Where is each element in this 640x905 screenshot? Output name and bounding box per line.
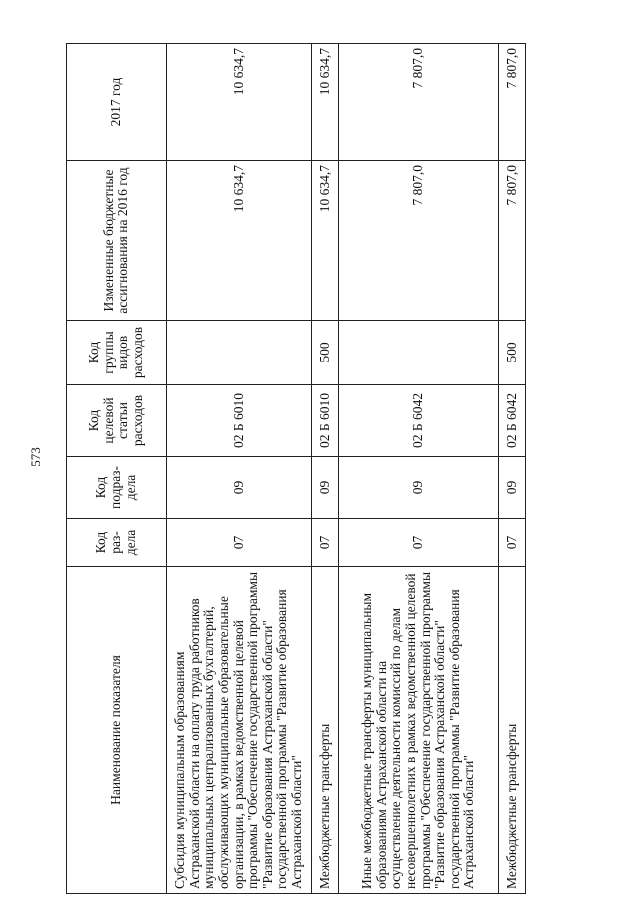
page-number: 573 bbox=[27, 447, 43, 467]
row-2017: 7 807,0 bbox=[498, 44, 525, 161]
row-name: Субсидия муниципальным образованиям Астраханской области на оплату труда работников муниципальных централизованных бухгалтерий, обслуживающих муниципальные образовательные организации, в рамках ведомственной целевой программы "Обеспечение государственной программы "Развитие образования Астраханской области" государственной программы "Развитие образования Астраханской области" bbox=[166, 567, 311, 894]
row-2017: 7 807,0 bbox=[339, 44, 499, 161]
header-subsection: Код подраз-дела bbox=[67, 457, 167, 519]
header-group: Код группы видов расходов bbox=[67, 321, 167, 385]
table-row bbox=[312, 44, 339, 894]
row-section: 07 bbox=[339, 519, 499, 567]
row-name: Иные межбюджетные трансферты муниципальным образованиям Астраханской области на осуществление деятельности комиссий по делам несовершеннолетних в рамках ведомственной целевой программы "Обеспечение государственной программы "Развитие образования Астраханской области" государственной программы "Развитие образования Астраханской области" bbox=[339, 567, 499, 894]
row-group: 500 bbox=[498, 321, 525, 385]
row-section: 07 bbox=[498, 519, 525, 567]
row-target: 02 Б 6010 bbox=[312, 385, 339, 457]
header-target: Код целевой статьи расходов bbox=[67, 385, 167, 457]
row-2017: 10 634,7 bbox=[312, 44, 339, 161]
row-section: 07 bbox=[166, 519, 311, 567]
budget-table bbox=[66, 43, 526, 894]
row-changed-2016: 7 807,0 bbox=[339, 161, 499, 321]
row-2017: 10 634,7 bbox=[166, 44, 311, 161]
row-group: 500 bbox=[312, 321, 339, 385]
row-subsection: 09 bbox=[339, 457, 499, 519]
header-name: Наименование показателя bbox=[67, 567, 167, 894]
table-header-row bbox=[67, 44, 167, 894]
row-group bbox=[339, 321, 499, 385]
header-2017: 2017 год bbox=[67, 44, 167, 161]
row-subsection: 09 bbox=[498, 457, 525, 519]
row-section: 07 bbox=[312, 519, 339, 567]
table-row bbox=[339, 44, 499, 894]
row-subsection: 09 bbox=[166, 457, 311, 519]
row-subsection: 09 bbox=[312, 457, 339, 519]
row-target: 02 Б 6042 bbox=[498, 385, 525, 457]
header-section: Код раз-дела bbox=[67, 519, 167, 567]
row-name: Межбюджетные трансферты bbox=[312, 567, 339, 894]
row-changed-2016: 10 634,7 bbox=[166, 161, 311, 321]
row-target: 02 Б 6042 bbox=[339, 385, 499, 457]
row-changed-2016: 10 634,7 bbox=[312, 161, 339, 321]
rotated-table-wrapper bbox=[66, 44, 526, 894]
row-changed-2016: 7 807,0 bbox=[498, 161, 525, 321]
header-changed-2016: Измененные бюджетные ассигнования на 2016 год bbox=[67, 161, 167, 321]
row-name: Межбюджетные трансферты bbox=[498, 567, 525, 894]
table-row bbox=[498, 44, 525, 894]
table-row bbox=[166, 44, 311, 894]
row-target: 02 Б 6010 bbox=[166, 385, 311, 457]
row-group bbox=[166, 321, 311, 385]
